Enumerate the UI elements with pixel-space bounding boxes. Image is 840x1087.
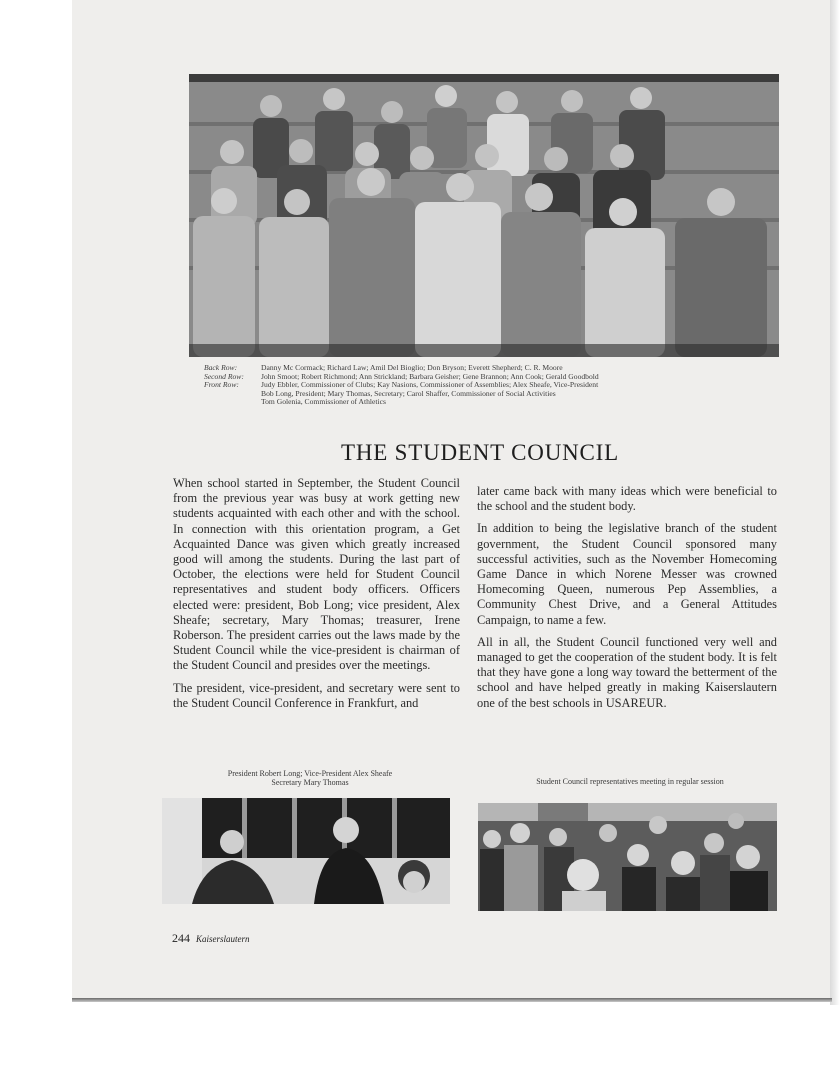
page-edge [830, 0, 840, 1005]
article-right-column [477, 484, 777, 718]
front-row-indent [204, 390, 261, 399]
front-row-list-line2: Bob Long, President; Mary Thomas, Secretary; Carol Shaffer, Commissioner of Social Activities [261, 388, 556, 398]
page-footer [172, 931, 250, 946]
second-row-label: Second Row: [204, 371, 244, 381]
page-number: 244 [172, 931, 190, 945]
page-bottom-shadow [72, 998, 832, 1002]
page-title: THE STUDENT COUNCIL [341, 440, 619, 465]
back-row-label: Back Row: [204, 363, 238, 372]
front-row-indent-2 [204, 398, 261, 407]
front-row-continued-2 [204, 398, 764, 407]
article-paragraph: later came back with many ideas which were beneficial to the school and the student body. [477, 484, 777, 514]
back-row-list: Danny Mc Cormack; Richard Law; Amil Del Bioglio; Don Bryson; Everett Shepherd; C. R. Moore [261, 363, 563, 372]
publication-name: Kaiserslautern [196, 934, 250, 944]
second-row-list: John Smoot; Robert Richmond; Ann Strickland; Barbara Geisher; Gene Brannon; Ann Cook; Gerald Goodbold [261, 371, 599, 381]
meeting-photo-caption [480, 777, 780, 786]
officers-photo [162, 798, 450, 904]
student-council-group-photo [189, 74, 779, 357]
article-paragraph: In addition to being the legislative branch of the student government, the Student Council sponsored many successful activities, such as the November Homecoming Game Dance in which Norene Messer was crowned Homecoming Queen, numerous Pep Assemblies, a Community Chest Drive, and a General Attitudes Campaign, to name a few. [477, 521, 777, 627]
article-paragraph: The president, vice-president, and secretary were sent to the Student Council Conference in Frankfurt, and [173, 680, 460, 710]
officers-caption-line2: Secretary Mary Thomas [271, 778, 349, 787]
front-row-list-line3: Tom Golenia, Commissioner of Athletics [261, 397, 386, 407]
article-paragraph: When school started in September, the Student Council from the previous year was busy at work getting new students acquainted with each other and with the school. In connection with this orientation program, a Get Acquainted Dance was given which greatly increased good will among the students. During the last part of October, the elections were held for Student Council representatives and student body officers. Officers elected were: president, Bob Long; vice president, Alex Sheafe; secretary, Mary Thomas; treasurer, Irene Roberson. The president carries out the laws made by the Student Council while the vice-president is chairman of the Student Council and presides over the meetings. [173, 476, 460, 673]
article-left-column [173, 476, 460, 718]
group-photo-identification [204, 364, 764, 407]
front-row-label: Front Row: [204, 380, 239, 390]
meeting-photo [478, 803, 777, 911]
front-row-list-line1: Judy Ebbler, Commissioner of Clubs; Kay Nasions, Commissioner of Assemblies; Alex Sheafe, Vice-President [261, 380, 599, 390]
meeting-caption-text: Student Council representatives meeting in regular session [536, 777, 724, 786]
officers-caption-line1: President Robert Long; Vice-President Alex Sheafe [227, 769, 393, 778]
article-paragraph: All in all, the Student Council functioned very well and managed to get the cooperation of the student body. It is felt that they have gone a long way toward the betterment of the school and have helped greatly in making Kaiserslautern one of the best schools in USAREUR. [477, 634, 777, 710]
officers-photo-caption [190, 769, 430, 787]
